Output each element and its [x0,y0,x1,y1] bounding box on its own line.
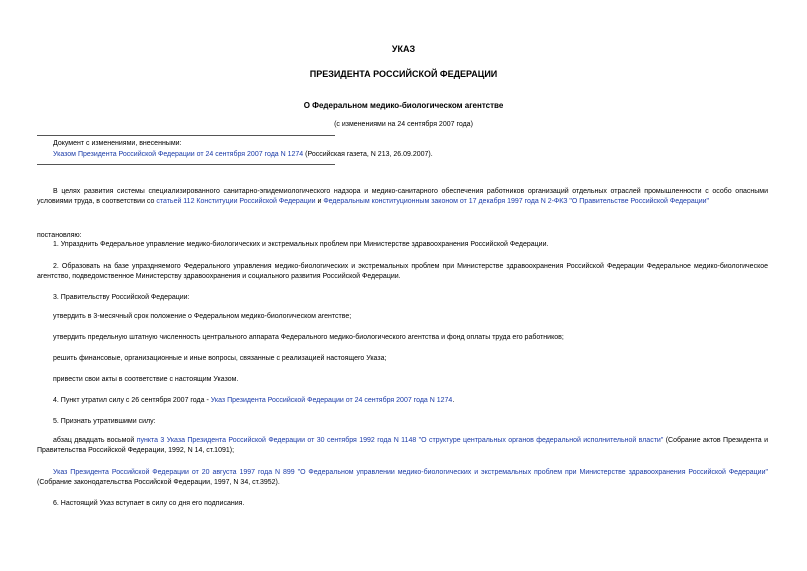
item-4-text: 4. Пункт утратил силу с 26 сентября 2007 года - [53,397,211,404]
preamble-paragraph [37,187,768,207]
divider-bottom [37,164,335,165]
item-4 [37,396,768,406]
item-6: 6. Настоящий Указ вступает в силу со дня его подписания. [53,500,245,507]
federal-law-link[interactable]: Федеральным конституционным законом от 17 декабря 1997 года N 2-ФКЗ "О Правительстве Российской Федерации" [323,198,710,205]
preamble-conj: и [315,198,324,205]
item-5b [37,468,768,488]
item-5a [37,436,768,456]
constitution-link[interactable]: статьей 112 Конституции Российской Федерации [156,198,316,205]
item-5a-tail: (Собрание актов Президента и Правительства Российской Федерации, 1992, N 14, ст.1091); [37,437,769,454]
item-4-end: . [452,397,455,404]
item-2: 2. Образовать на базе упраздняемого Федерального управления медико-биологических и экстремальных проблем при Министерстве здравоохранения Российской Федерации Федеральное медико-биологическое агентство, подведомственное Министерству здравоохранения и социального развития Российской Федерации. [37,263,768,280]
item-5b-link[interactable]: Указ Президента Российской Федерации от 20 августа 1997 года N 899 "О Федеральном управлении медико-биологических и экстремальных проблем при Министерстве здравоохранения Российской Федерации" [53,469,768,476]
item-4-link[interactable]: Указ Президента Российской Федерации от 24 сентября 2007 года N 1274 [210,397,453,404]
item-3d: привести свои акты в соответствие с настоящим Указом. [53,376,239,383]
changes-link[interactable]: Указом Президента Российской Федерации от 24 сентября 2007 года N 1274 [53,151,304,158]
decree-word: постановляю: [37,232,82,239]
changes-tail: (Российская газета, N 213, 26.09.2007). [303,151,433,158]
item-1: 1. Упразднить Федеральное управление медико-биологических и экстремальных проблем при Министерстве здравоохранения Российской Федерации. [53,241,549,248]
divider-top [37,135,335,136]
item-3b: утвердить предельную штатную численность центрального аппарата Федерального медико-биологического агентства и фонд оплаты труда его работников; [53,334,564,341]
doc-subject: О Федеральном медико-биологическом агентстве [303,101,504,110]
item-3: 3. Правительству Российской Федерации: [53,294,190,301]
amendment-note: (с изменениями на 24 сентября 2007 года) [334,121,473,128]
doc-issuer: ПРЕЗИДЕНТА РОССИЙСКОЙ ФЕДЕРАЦИИ [309,69,498,79]
doc-title: УКАЗ [391,44,416,54]
changes-label: Документ с изменениями, внесенными: [53,140,182,147]
preamble-text: В целях развития системы специализированного санитарно-эпидемиологического надзора и медико-санитарного обеспечения работников организаций отдельных отраслей промышленности с особо опасными условиями труда, в соответствии со [37,188,768,205]
item-5: 5. Признать утратившими силу: [53,418,156,425]
item-5a-link[interactable]: пункта 3 Указа Президента Российской Федерации от 30 сентября 1992 года N 1148 "О структуре центральных органов федеральной исполнительной власти" [136,437,664,444]
item-5a-text: абзац двадцать восьмой [53,437,137,444]
changes-line [53,150,433,160]
item-3c: решить финансовые, организационные и иные вопросы, связанные с реализацией настоящего Указа; [53,355,387,362]
item-5b-tail: (Собрание законодательства Российской Федерации, 1997, N 34, ст.3952). [37,479,280,486]
item-3a: утвердить в 3-месячный срок положение о Федеральном медико-биологическом агентстве; [53,313,352,320]
